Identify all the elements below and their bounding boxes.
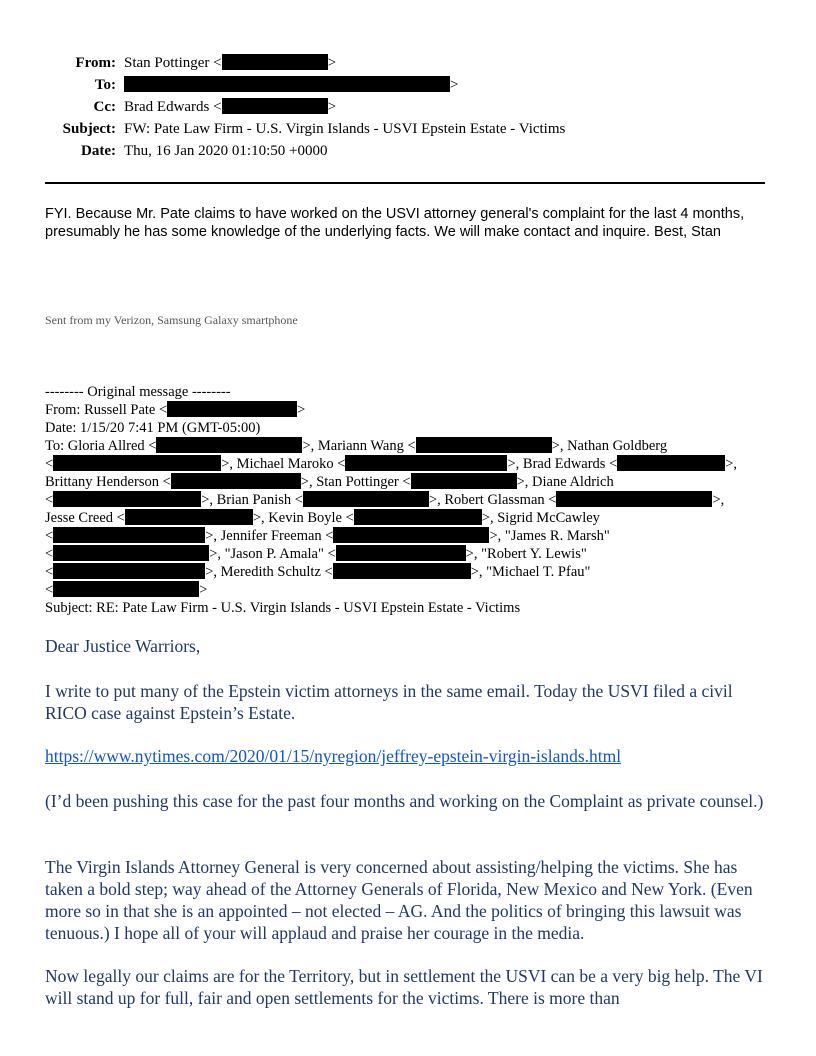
- redaction: [125, 509, 253, 525]
- orig-to-line-2: < >, Michael Maroko < >, Brad Edwards < >,: [45, 456, 738, 472]
- redaction: [617, 455, 725, 471]
- original-message: [45, 383, 785, 617]
- orig-to-line-9: < >: [45, 582, 208, 598]
- cc-value: Brad Edwards < >: [124, 99, 337, 115]
- redaction: [411, 473, 517, 489]
- orig-subject: Subject: RE: Pate Law Firm - U.S. Virgin Islands - USVI Epstein Estate - Victims: [45, 600, 521, 616]
- from-value: Stan Pottinger < >: [124, 55, 337, 71]
- redaction: [124, 76, 450, 92]
- orig-date: Date: 1/15/20 7:41 PM (GMT-05:00): [45, 420, 261, 436]
- forward-note: FYI. Because Mr. Pate claims to have worked on the USVI attorney general's complaint for the last 4 months, presumably he has some knowledge of the underlying facts. We will make contact and inquire. Best, Stan: [45, 206, 745, 240]
- redaction: [222, 54, 328, 70]
- redaction: [53, 563, 205, 579]
- redaction: [222, 98, 328, 114]
- redaction: [53, 491, 201, 507]
- redaction: [336, 545, 466, 561]
- redaction: [53, 545, 209, 561]
- orig-to-line-8: < >, Meredith Schultz < >, "Michael T. Pfau": [45, 564, 591, 580]
- from-label: From:: [75, 55, 116, 71]
- subject-label: Subject:: [62, 121, 116, 137]
- signature: Sent from my Verizon, Samsung Galaxy smartphone: [45, 313, 298, 327]
- redaction: [345, 455, 507, 471]
- letter-paragraph-1: I write to put many of the Epstein victim attorneys in the same email. Today the USVI filed a civil RICO case against Epstein’s Estate.: [45, 681, 733, 723]
- redaction: [556, 491, 712, 507]
- redaction: [53, 581, 199, 597]
- letter-paragraph-4: Now legally our claims are for the Territory, but in settlement the USVI can be a very big help. The VI will stand up for full, fair and open settlements for the victims. There is more than: [45, 966, 763, 1008]
- orig-to-line-6: < >, Jennifer Freeman < >, "James R. Marsh": [45, 528, 610, 544]
- orig-from: From: Russell Pate < >: [45, 402, 306, 418]
- divider-line: -------- Original message --------: [45, 384, 231, 400]
- redaction: [303, 491, 429, 507]
- letter-paragraph-3: The Virgin Islands Attorney General is very concerned about assisting/helping the victims. She has taken a bold step; way ahead of the Attorney Generals of Florida, New Mexico and New York. (Even more so in that she is an appointed – not elected – AG. And the politics of bringing this lawsuit was tenuous.) I hope all of your will applaud and praise her courage in the media.: [45, 857, 753, 943]
- header-divider: [45, 182, 765, 184]
- orig-to-line-4: < >, Brian Panish < >, Robert Glassman < >,: [45, 492, 725, 508]
- nytimes-article-link[interactable]: https://www.nytimes.com/2020/01/15/nyregion/jeffrey-epstein-virgin-islands.html: [45, 746, 622, 766]
- redaction: [333, 527, 489, 543]
- orig-to-line-1: To: Gloria Allred < >, Mariann Wang < >, Nathan Goldberg: [45, 438, 668, 454]
- orig-to-line-5: Jesse Creed < >, Kevin Boyle < >, Sigrid McCawley: [45, 510, 600, 526]
- subject-value: FW: Pate Law Firm - U.S. Virgin Islands - USVI Epstein Estate - Victims: [124, 121, 566, 137]
- redaction: [156, 437, 302, 453]
- redaction: [53, 455, 221, 471]
- article-link-container: [45, 745, 775, 767]
- to-value: >: [124, 74, 458, 96]
- to-label: To:: [94, 77, 116, 93]
- letter-paragraph-2: (I’d been pushing this case for the past four months and working on the Complaint as private counsel.): [45, 791, 764, 811]
- redaction: [167, 401, 297, 417]
- date-value: Thu, 16 Jan 2020 01:10:50 +0000: [124, 143, 328, 159]
- letter-greeting: Dear Justice Warriors,: [45, 636, 201, 656]
- redaction: [171, 473, 301, 489]
- cc-label: Cc:: [93, 99, 116, 115]
- date-label: Date:: [81, 143, 116, 159]
- redaction: [333, 563, 471, 579]
- orig-to-line-3: Brittany Henderson < >, Stan Pottinger < >, Diane Aldrich: [45, 474, 614, 490]
- redaction: [354, 509, 482, 525]
- orig-to-line-7: < >, "Jason P. Amala" < >, "Robert Y. Lewis": [45, 546, 587, 562]
- redaction: [416, 437, 552, 453]
- redaction: [53, 527, 205, 543]
